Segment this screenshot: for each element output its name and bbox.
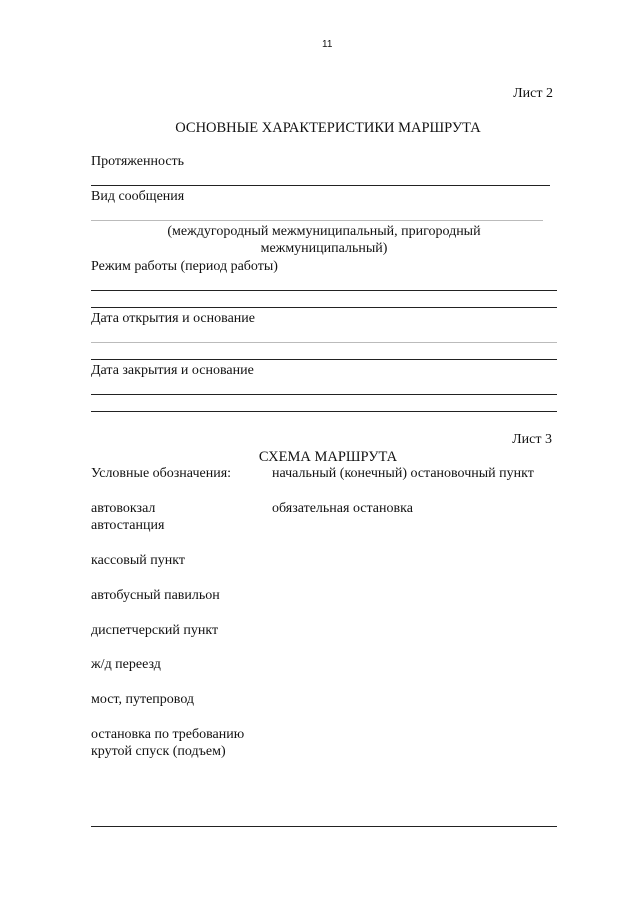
closing-fill-line-2 bbox=[91, 411, 557, 412]
closing-label: Дата закрытия и основание bbox=[91, 363, 254, 378]
sheet-2-label: Лист 2 bbox=[513, 86, 553, 101]
legend-bus-terminal: автовокзал bbox=[91, 501, 156, 516]
legend-bridge-overpass: мост, путепровод bbox=[91, 692, 195, 707]
schedule-label: Режим работы (период работы) bbox=[91, 259, 278, 274]
legend-request-stop: остановка по требованию bbox=[91, 727, 245, 742]
sheet-3-label: Лист 3 bbox=[512, 432, 552, 447]
length-label: Протяженность bbox=[91, 154, 185, 169]
service-type-note-line-2: межмуниципальный) bbox=[260, 241, 388, 256]
legend-dispatch-point: диспетчерский пункт bbox=[91, 623, 219, 638]
legend-label: Условные обозначения: bbox=[91, 466, 232, 481]
length-fill-line bbox=[91, 185, 550, 186]
sheet-2-title: ОСНОВНЫЕ ХАРАКТЕРИСТИКИ МАРШРУТА bbox=[175, 120, 481, 136]
legend-steep-slope: крутой спуск (подъем) bbox=[91, 744, 226, 759]
schedule-fill-line-1 bbox=[91, 290, 557, 291]
service-type-label: Вид сообщения bbox=[91, 189, 185, 204]
schedule-fill-line-2 bbox=[91, 307, 557, 308]
legend-ticket-office: кассовый пункт bbox=[91, 553, 185, 568]
legend-bus-station: автостанция bbox=[91, 518, 165, 533]
service-type-note-line-1: (междугородный межмуниципальный, пригородный bbox=[167, 224, 481, 239]
opening-label: Дата открытия и основание bbox=[91, 311, 255, 326]
legend-mandatory-stop: обязательная остановка bbox=[272, 501, 413, 516]
opening-fill-line-1 bbox=[91, 342, 557, 343]
closing-fill-line-1 bbox=[91, 394, 557, 395]
service-type-fill-line bbox=[91, 220, 543, 221]
sheet-3-title: СХЕМА МАРШРУТА bbox=[258, 449, 398, 465]
opening-fill-line-2 bbox=[91, 359, 557, 360]
bottom-rule bbox=[91, 826, 557, 827]
legend-bus-pavilion: автобусный павильон bbox=[91, 588, 220, 603]
legend-railway-crossing: ж/д переезд bbox=[91, 657, 161, 672]
page-number: 11 bbox=[322, 39, 333, 50]
legend-start-end-stop: начальный (конечный) остановочный пункт bbox=[272, 466, 534, 481]
